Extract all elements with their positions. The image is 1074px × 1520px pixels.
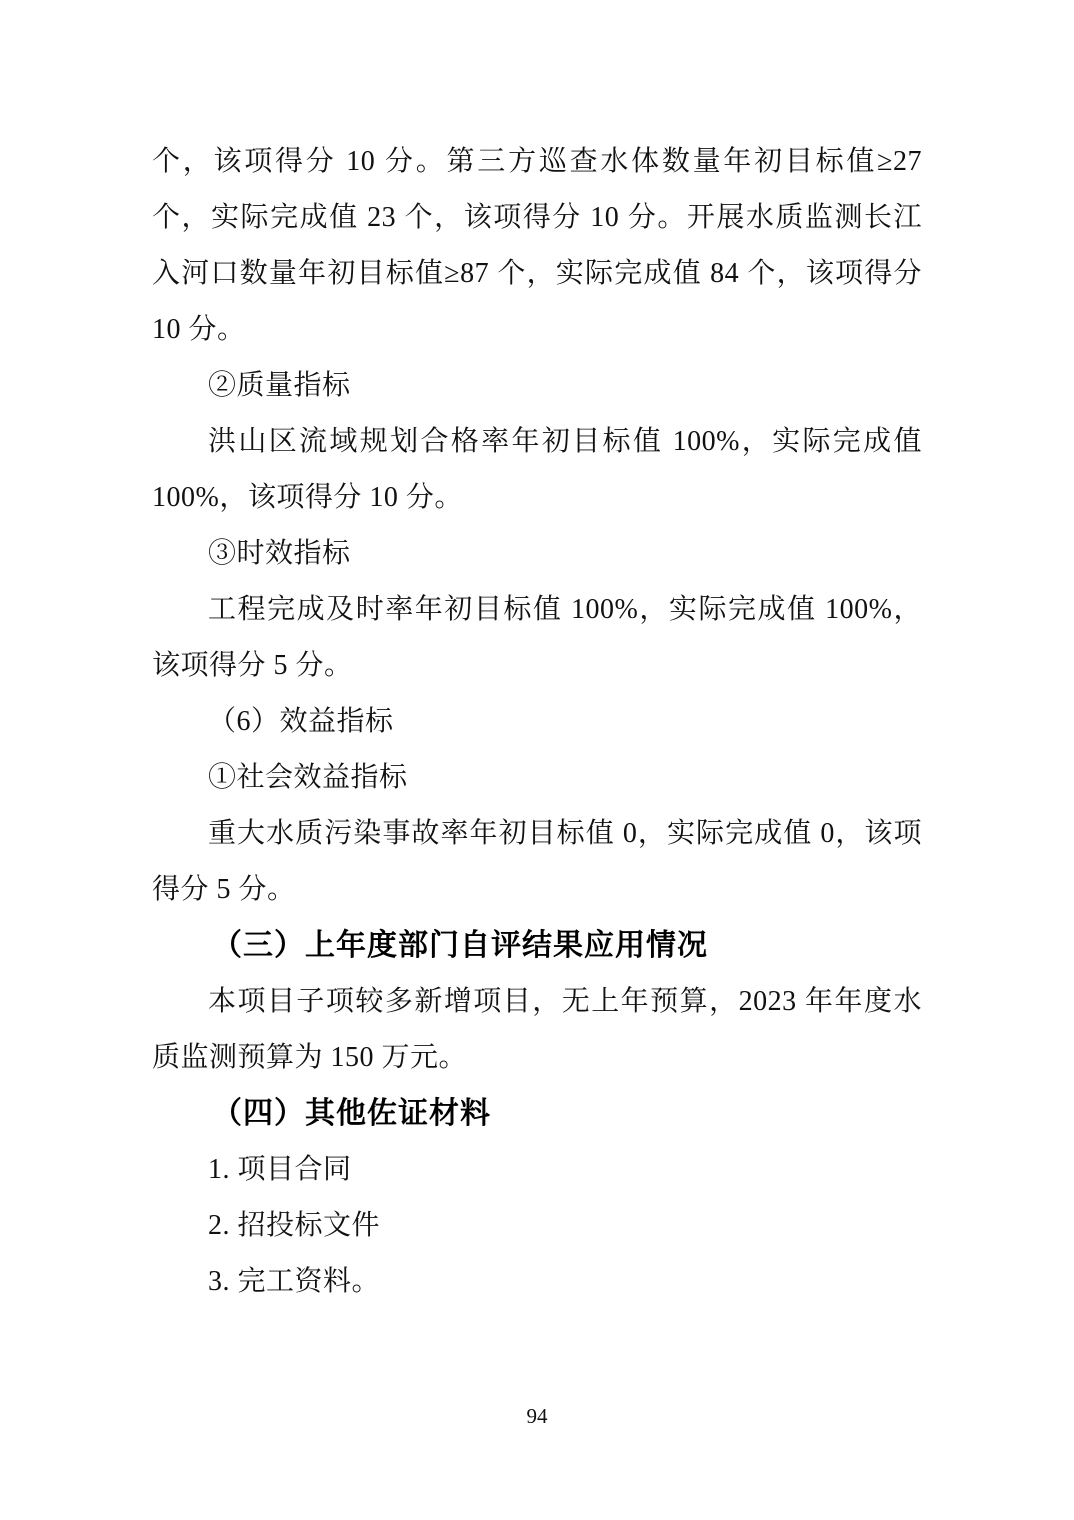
list-item-completion-materials: 3. 完工资料。: [208, 1266, 381, 1297]
list-item-bidding-documents: 2. 招投标文件: [208, 1210, 381, 1241]
subheading-quality-indicator: ②质量指标: [208, 370, 351, 401]
paragraph-timeliness-indicator-detail: 工程完成及时率年初目标值 100%，实际完成值 100%，该项得分 5 分。: [152, 594, 922, 681]
subheading-benefit-indicator: （6）效益指标: [208, 706, 394, 737]
paragraph-prior-year-budget: 本项目子项较多新增项目，无上年预算，2023 年年度水质监测预算为 150 万元。: [152, 986, 922, 1073]
page-number: 94: [526, 1404, 548, 1428]
document-body: [152, 134, 922, 1310]
page-footer: [0, 1403, 1074, 1429]
paragraph-social-benefit-detail: 重大水质污染事故率年初目标值 0，实际完成值 0，该项得分 5 分。: [152, 818, 922, 905]
section-heading-other-supporting-materials: （四）其他佐证材料: [212, 1097, 491, 1130]
paragraph-quality-indicator-detail: 洪山区流域规划合格率年初目标值 100%，实际完成值 100%，该项得分 10 分。: [152, 426, 922, 513]
paragraph-indicator-scores-continuation: 个，该项得分 10 分。第三方巡查水体数量年初目标值≥27 个，实际完成值 23 个，该项得分 10 分。开展水质监测长江入河口数量年初目标值≥87 个，实际完成值 84 个，该项得分 10 分。: [152, 146, 922, 345]
subheading-social-benefit-indicator: ①社会效益指标: [208, 762, 408, 793]
section-heading-prior-year-self-evaluation: （三）上年度部门自评结果应用情况: [212, 929, 708, 962]
list-item-project-contract: 1. 项目合同: [208, 1154, 352, 1185]
subheading-timeliness-indicator: ③时效指标: [208, 538, 351, 569]
